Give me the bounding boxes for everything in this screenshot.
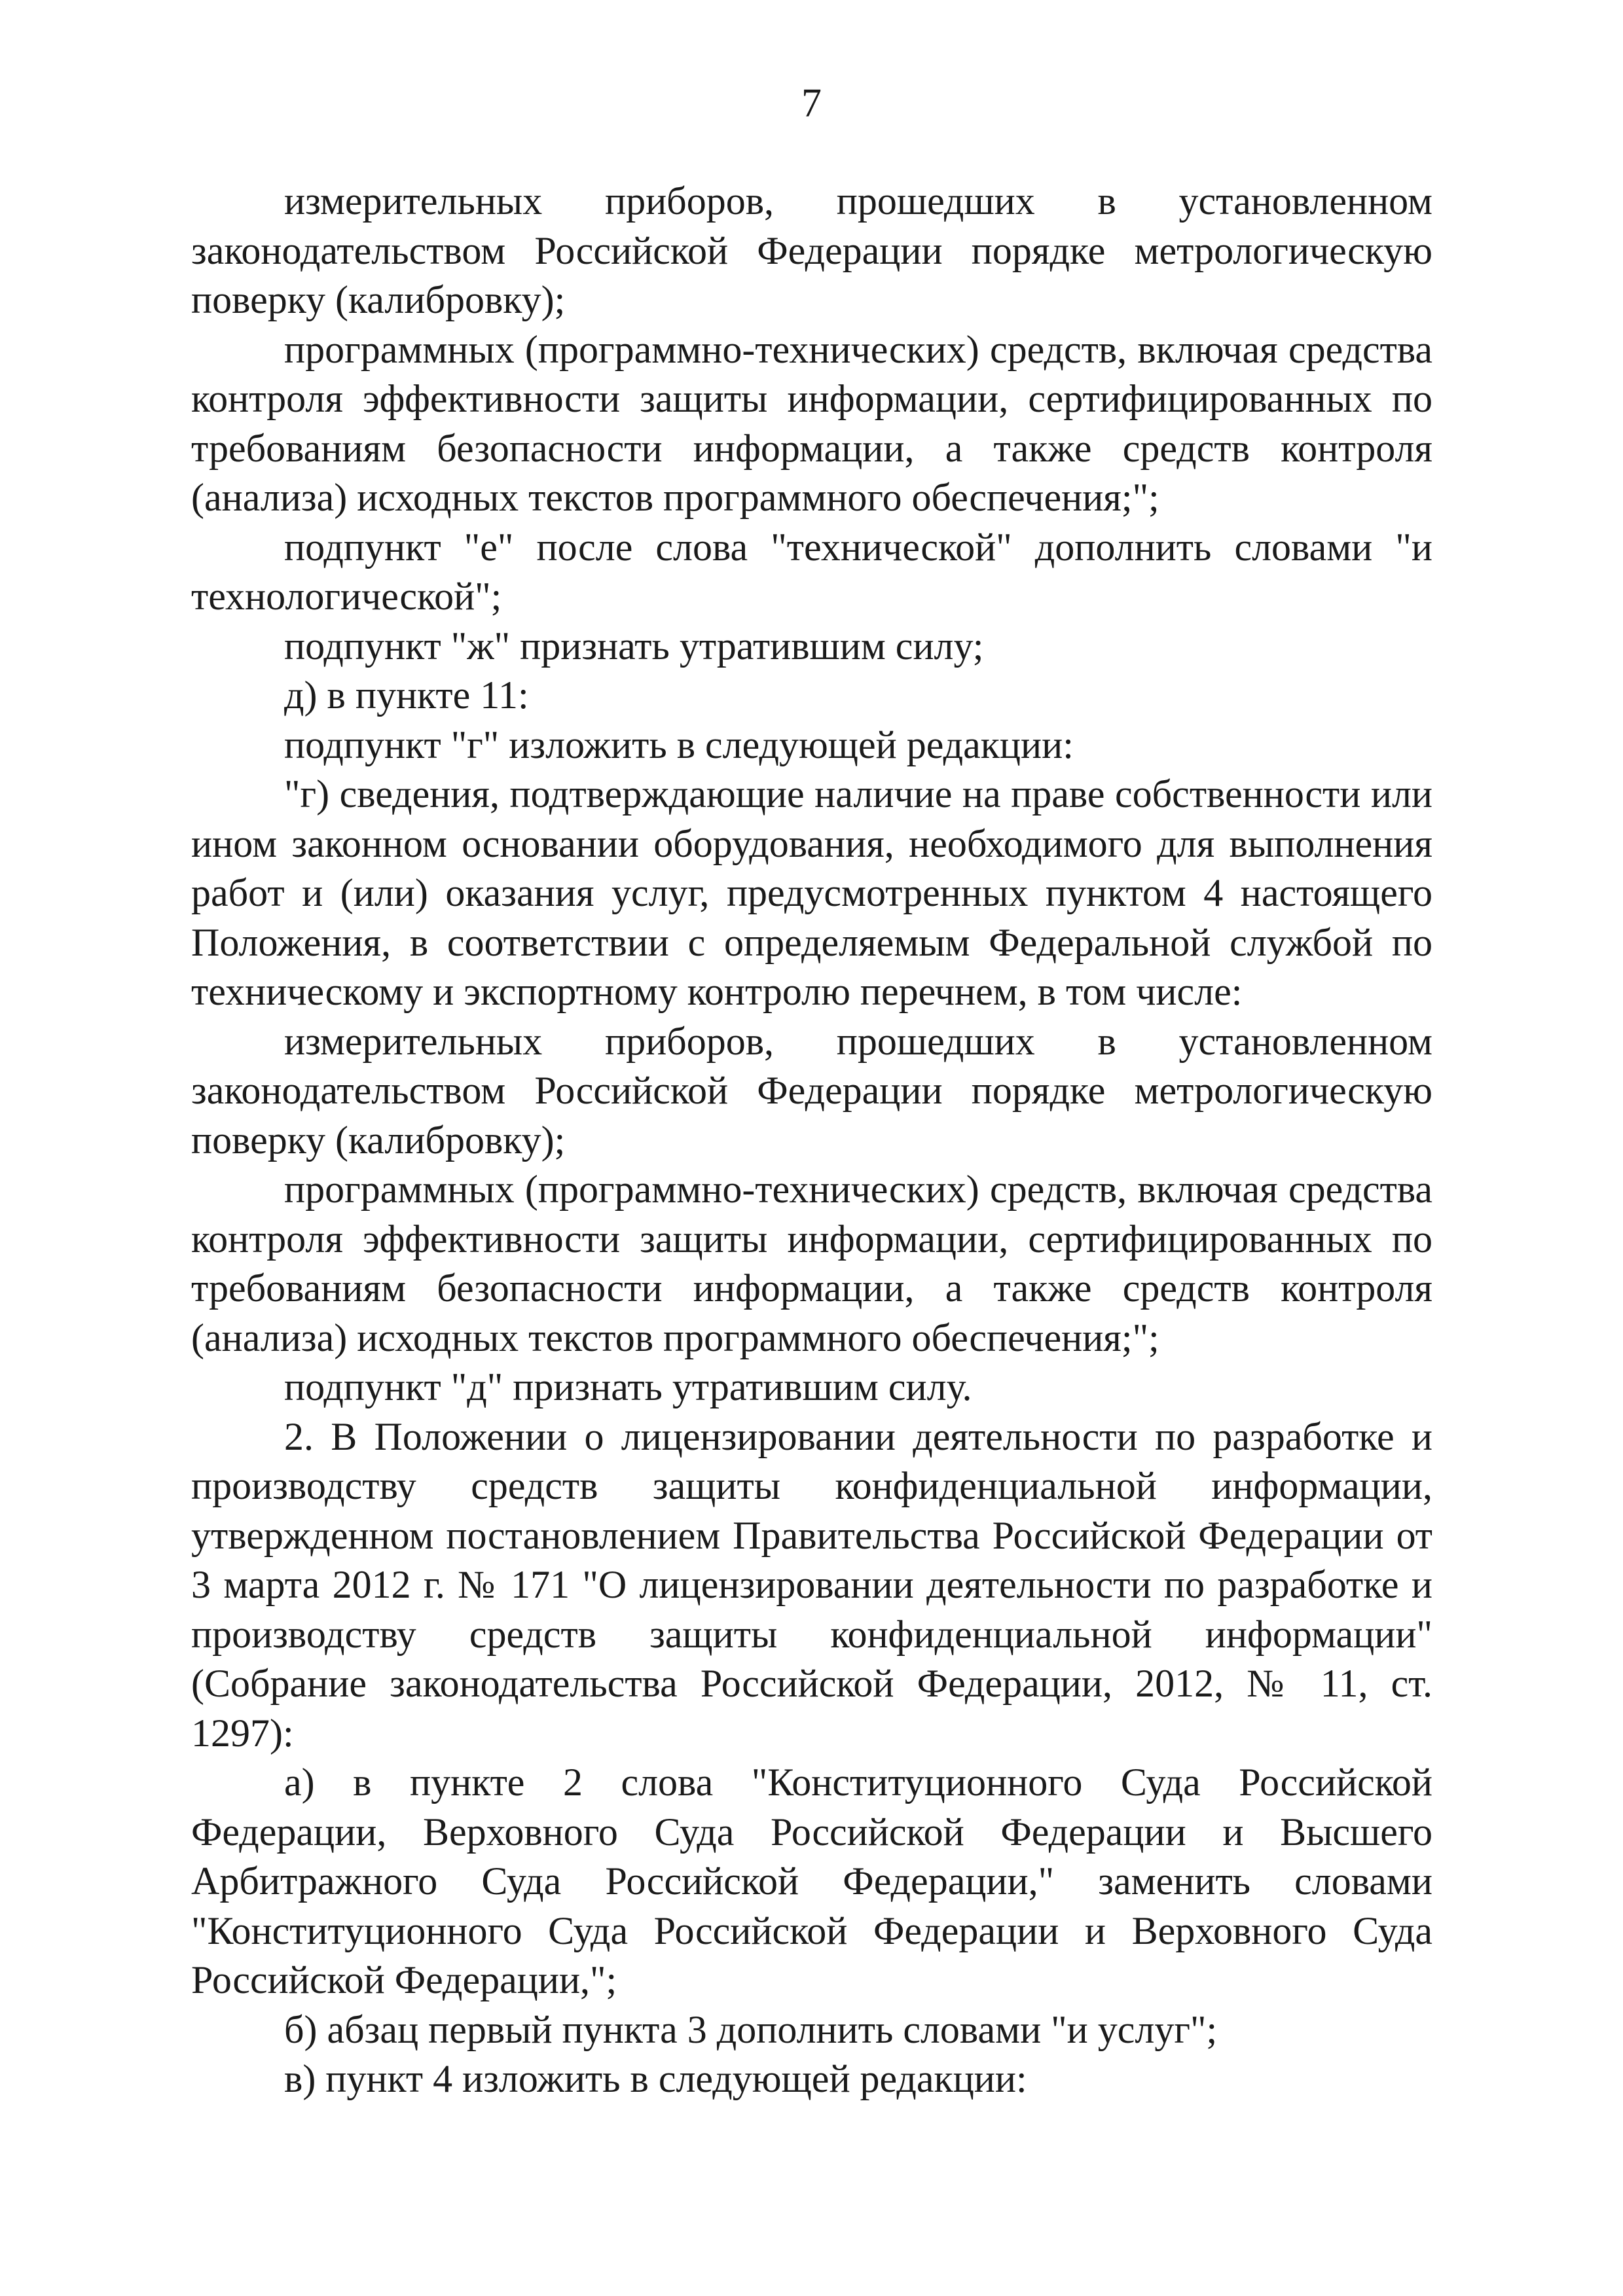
paragraph-subitem-d: подпункт "д" признать утратившим силу.: [284, 1365, 972, 1408]
paragraph-software-tools-2: программных (программно-технических) средств, включая средства контроля эффективности защиты информации, сертифицированных по требованиям безопасности информации, а также средств контроля (анализа) исходных текстов программного обеспечения;";: [191, 1168, 1432, 1359]
paragraph-subitem-g-text: "г) сведения, подтверждающие наличие на праве собственности или ином законном основании оборудования, необходимого для выполнения работ и (или) оказания услуг, предусмотренных пунктом 4 настоящего Положения, в соответствии с определяемым Федеральной службой по техническому и экспортному контролю перечнем, в том числе:: [191, 772, 1432, 1013]
paragraph-item-b: б) абзац первый пункта 3 дополнить словами "и услуг";: [284, 2007, 1218, 2051]
paragraph-item-11: д) в пункте 11:: [284, 673, 529, 717]
paragraph-software-tools-1: программных (программно-технических) средств, включая средства контроля эффективности защиты информации, сертифицированных по требованиям безопасности информации, а также средств контроля (анализа) исходных текстов программного обеспечения;";: [191, 327, 1432, 519]
paragraph-item-a: а) в пункте 2 слова "Конституционного Суда Российской Федерации, Верховного Суда Российской Федерации и Высшего Арбитражного Суда Российской Федерации," заменить словами "Конституционного Суда Российской Федерации и Верховного Суда Российской Федерации,";: [191, 1761, 1432, 2001]
paragraph-item-v: в) пункт 4 изложить в следующей редакции:: [284, 2057, 1027, 2100]
paragraph-subitem-g-intro: подпункт "г" изложить в следующей редакции:: [284, 723, 1074, 766]
paragraph-subitem-zh: подпункт "ж" признать утратившим силу;: [284, 624, 984, 668]
paragraph-measuring-instruments-1: измерительных приборов, прошедших в установленном законодательством Российской Федерации порядке метрологическую поверку (калибровку);: [191, 179, 1432, 321]
paragraph-subitem-e: подпункт "е" после слова "технической" дополнить словами "и технологической";: [191, 525, 1432, 618]
page-number: 7: [801, 81, 822, 126]
document-body: [191, 177, 1432, 2104]
paragraph-section-2: 2. В Положении о лицензировании деятельности по разработке и производству средств защиты конфиденциальной информации, утвержденном постановлением Правительства Российской Федерации от 3 марта 2012 г. № 171 "О лицензировании деятельности по разработке и производству средств защиты конфиденциальной информации" (Собрание законодательства Российской Федерации, 2012, № 11, ст. 1297):: [191, 1414, 1432, 1755]
paragraph-measuring-instruments-2: измерительных приборов, прошедших в установленном законодательством Российской Федерации порядке метрологическую поверку (калибровку);: [191, 1019, 1432, 1162]
